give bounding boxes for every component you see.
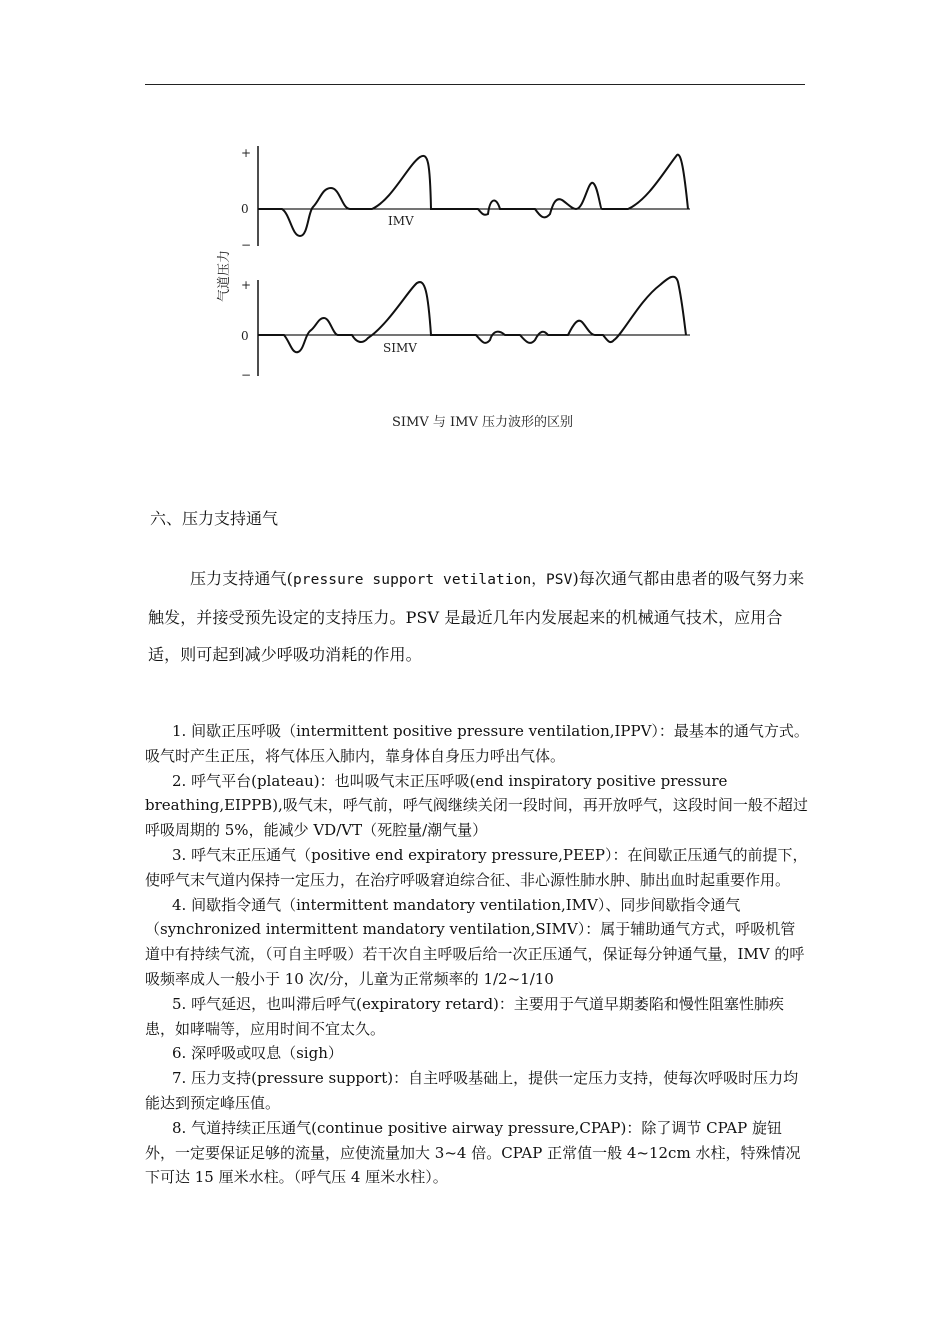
pressure-waveform-figure — [0, 0, 950, 460]
intro-paragraph — [148, 560, 813, 673]
list-item-text: 呼气平台(plateau)：也叫吸气末正压呼吸(end inspiratory positive pressure breathing,EIPPB),吸气末，呼气前，呼气阀继续关闭一段时间，再开放呼气，这段时间一般不超过呼吸周期的 5%，能减少 VD/VT（死腔量/潮气量） — [145, 771, 808, 840]
intro-text-mono: pressure support vetilation，PSV — [292, 572, 573, 588]
list-item — [145, 893, 810, 992]
list-item-text: 压力支持(pressure support)：自主呼吸基础上，提供一定压力支持，使每次呼吸时压力均能达到预定峰压值。 — [145, 1069, 799, 1112]
list-item-number: 2. — [172, 771, 192, 790]
list-item-number: 1. — [172, 722, 192, 740]
list-item-number: 6. — [172, 1044, 192, 1063]
list-item-number: 8. — [172, 1118, 192, 1137]
list-item — [145, 1066, 810, 1116]
list-item-number: 4. — [172, 895, 192, 914]
section-heading: 六、压力支持通气 — [150, 509, 279, 528]
list-item-text: 呼气延迟，也叫滞后呼气(expiratory retard)：主要用于气道早期萎陷和慢性阻塞性肺疾患，如哮喘等，应用时间不宜太久。 — [145, 994, 784, 1038]
simv-waveform — [258, 277, 686, 353]
list-item-text: 呼气末正压通气（positive end expiratory pressure,PEEP）：在间歇正压通气的前提下，使呼气末气道内保持一定压力，在治疗呼吸窘迫综合征、非心源性肺水肿、肺出血时起重要作用。 — [145, 845, 808, 889]
imv-tick-zero: 0 — [241, 202, 249, 216]
imv-tick-plus: + — [241, 146, 252, 160]
imv-chart — [241, 146, 690, 252]
simv-label: SIMV — [383, 341, 417, 355]
list-item — [145, 719, 810, 769]
imv-tick-minus: − — [241, 238, 252, 252]
list-item-number: 3. — [172, 845, 192, 864]
list-item-text: 间歇正压呼吸（intermittent positive pressure ventilation,IPPV）：最基本的通气方式。吸气时产生正压，将气体压入肺内，靠身体自身压力呼出气体。 — [145, 722, 809, 765]
list-item — [145, 992, 810, 1042]
ventilation-mode-list — [145, 719, 810, 1190]
figure-caption: SIMV 与 IMV 压力波形的区别 — [392, 415, 573, 430]
list-item-text: 深呼吸或叹息（sigh） — [191, 1044, 343, 1063]
list-item-text: 气道持续正压通气(continue positive airway pressure,CPAP)：除了调节 CPAP 旋钮外，一定要保证足够的流量，应使流量加大 3~4 倍。CPAP 正常值一般 4~12cm 水柱，特殊情况下可达 15 厘米水柱。（呼气压 4 厘米水柱）。 — [145, 1118, 801, 1187]
simv-tick-minus: − — [241, 368, 252, 382]
list-item — [145, 843, 810, 893]
simv-tick-zero: 0 — [241, 329, 249, 343]
imv-waveform — [258, 155, 688, 236]
list-item — [145, 769, 810, 843]
simv-tick-plus: + — [241, 278, 252, 292]
list-item-number: 5. — [172, 994, 192, 1013]
list-item — [145, 1041, 810, 1066]
list-item-text: 间歇指令通气（intermittent mandatory ventilation,IMV）、同步间歇指令通气（synchronized intermittent mandatory ventilation,SIMV）：属于辅助通气方式，呼吸机管道中有持续气流，（可自主呼吸）若干次自主呼吸后给一次正压通气，保证每分钟通气量，IMV 的呼吸频率成人一般小于 10 次/分，儿童为正常频率的 1/2~1/10 — [145, 895, 805, 988]
intro-text-part1: 压力支持通气( — [190, 569, 293, 588]
y-axis-title: 气道压力 — [217, 249, 232, 302]
list-item — [145, 1116, 810, 1190]
imv-label: IMV — [388, 214, 414, 228]
list-item-number: 7. — [172, 1069, 192, 1088]
intro-text-part2: )每次通气都由患者的吸气努力来触发，并接受预先设定的支持压力。PSV 是最近几年内发展起来的机械通气技术，应用合适，则可起到减少呼吸功消耗的作用。 — [148, 569, 805, 664]
simv-chart — [241, 277, 690, 382]
